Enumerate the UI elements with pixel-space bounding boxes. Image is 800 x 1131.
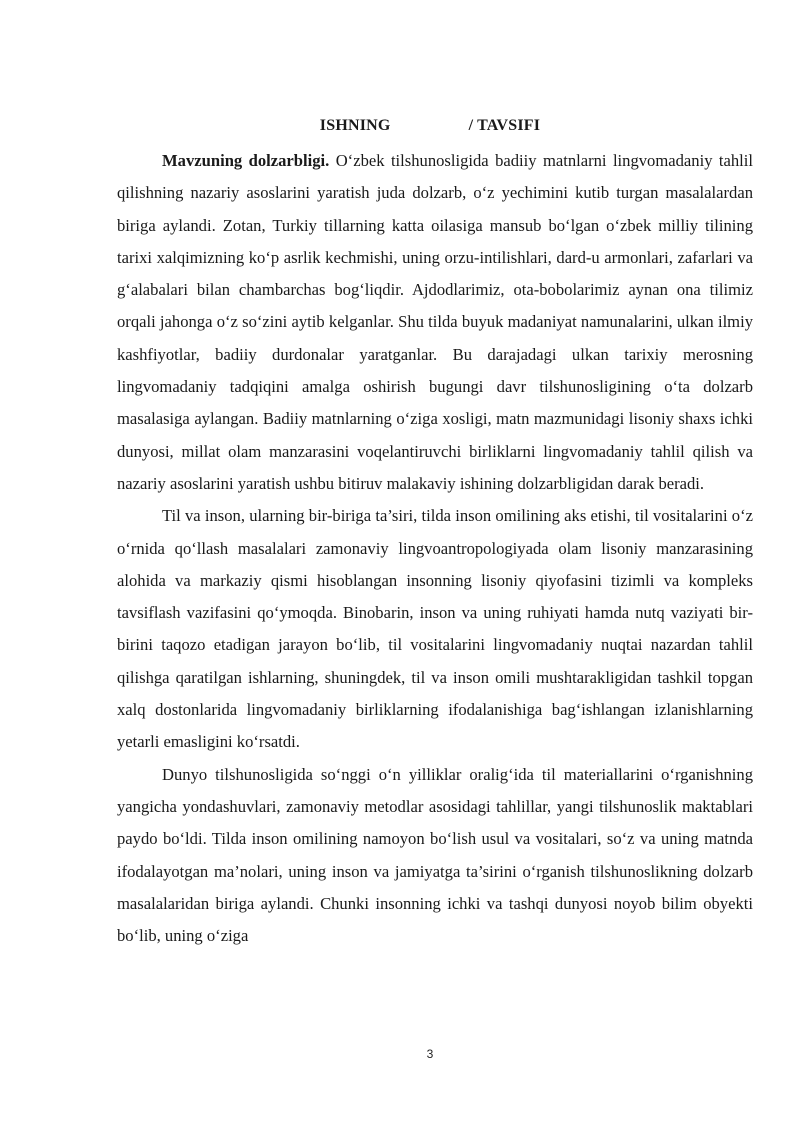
paragraph-text: Til va inson, ularning bir-biriga ta’siri, tilda inson omilining aks etishi, til vositalarini o‘z o‘rnida qo‘llash masalalari zamonaviy lingvoantropologiyada olam lisoniy manzarasining alohida va markaziy qismi hisoblangan insonning lisoniy qiyofasini tizimli va kompleks tavsiflash vazifasini qo‘ymoqda. Binobarin, inson va uning ruhiyati hamda nutq vaziyati bir-birini taqozo etadigan jarayon bo‘lib, til vositalarini lingvomadaniy nuqtai nazardan tahlil qilishga qaratilgan ishlarning, shuningdek, til va inson omili mushtarakligidan tashkil topgan xalq dostonlarida lingvomadaniy birliklarning ifodalanishiga bag‘ishlangan izlanishlarning yetarli emasligini ko‘rsatdi. <box>117 506 753 752</box>
paragraph-text: Dunyo tilshunosligida so‘nggi o‘n yilliklar oralig‘ida til materiallarini o‘rganishning yangicha yondashuvlari, zamonaviy metodlar asosidagi tahlillar, yangi tilshunoslik maktablari paydo bo‘ldi. Tilda inson omilining namoyon bo‘lish usul va vositalari, so‘z va uning matnda ifodalayotgan ma’nolari, uning inson va jamiyatga ta’sirini o‘rganish tilshunoslikning dolzarb masalalaridan biriga aylandi. Chunki insonning ichki va tashqi dunyosi noyob bilim obyekti bo‘lib, uning o‘ziga <box>117 764 753 946</box>
paragraph-language-and-person <box>117 500 753 758</box>
section-title-left: ISHNING <box>319 117 391 134</box>
section-title-right: / TAVSIFI <box>468 117 541 134</box>
paragraph-text: O‘zbek tilshunosligida badiiy matnlarni lingvomadaniy tahlil qilishning nazariy asoslarini yaratish juda dolzarb, o‘z yechimini kutib turgan masalalardan biriga aylandi. Zotan, Turkiy tillarning katta oilasiga mansub bo‘lgan o‘zbek milliy tilining tarixi xalqimizning ko‘p asrlik kechmishi, uning orzu-intilishlari, dard-u armonlari, zafarlari va g‘alabalari bilan chambarchas bog‘liqdir. Ajdodlarimiz, ota-bobolarimiz aynan ona tilimiz orqali jahonga o‘z so‘zini aytib kelganlar. Shu tilda buyuk madaniyat namunalarini, ulkan ilmiy kashfiyotlar, badiiy durdonalar yaratganlar. Bu darajadagi ulkan tarixiy merosning lingvomadaniy tadqiqini amalga oshirish bugungi davr tilshunosligining o‘ta dolzarb masalasiga aylangan. Badiiy matnlarning o‘ziga xosligi, matn mazmunidagi lisoniy shaxs ichki dunyosi, millat olam manzarasini voqelantiruvchi birliklarni lingvomadaniy tahlil qilish va nazariy asoslarini yaratish ushbu bitiruv malakaviy ishining dolzarbligidan darak beradi. <box>117 151 753 493</box>
paragraph-lead-heading: Mavzuning dolzarbligi. <box>162 151 330 170</box>
paragraph-world-linguistics <box>117 759 753 953</box>
body-text <box>117 145 753 952</box>
page-number: 3 <box>426 1047 434 1061</box>
paragraph-relevance <box>117 145 753 500</box>
section-title <box>0 117 800 135</box>
